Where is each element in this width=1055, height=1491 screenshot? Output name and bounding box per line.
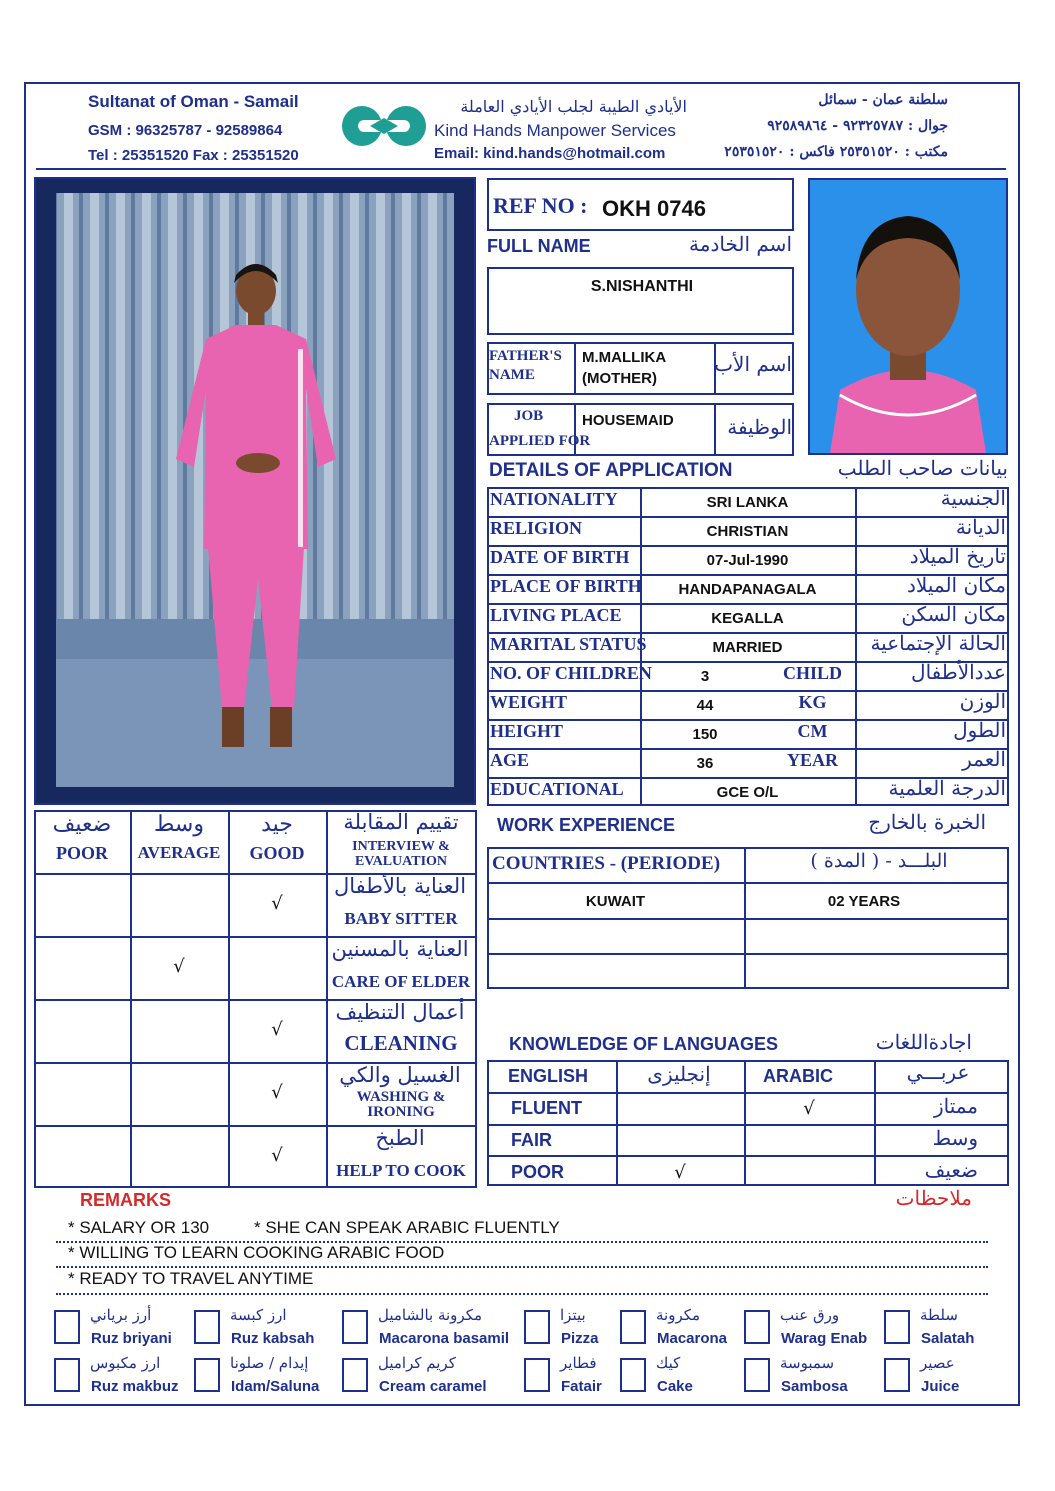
food-checkbox[interactable] [524, 1310, 550, 1344]
lang-tick-english: √ [674, 1162, 686, 1183]
lang-english-en: ENGLISH [508, 1066, 589, 1086]
job-label-1: JOB [514, 408, 544, 424]
lang-arabic-en: ARABIC [763, 1066, 833, 1086]
header-office-ar: مكتب : ٢٥٣٥١٥٢٠ فاكس : ٢٥٣٥١٥٢٠ [724, 144, 948, 160]
food-checkbox[interactable] [620, 1310, 646, 1344]
hands-logo-icon [340, 104, 428, 148]
full-name-label-ar: اسم الخادمة [689, 232, 792, 256]
food-name-en: Cake [657, 1378, 693, 1395]
father-value-2: (MOTHER) [582, 370, 657, 387]
eval-skill-ar: العناية بالمسنين [331, 937, 469, 961]
details-unit: KG [798, 692, 827, 712]
food-checkbox[interactable] [54, 1310, 80, 1344]
exp-period-1: 02 YEARS [827, 893, 901, 910]
details-value: MARRIED [712, 639, 783, 656]
lang-level-ar: ضعيف [924, 1158, 978, 1182]
food-name-en: Fatair [561, 1378, 602, 1395]
food-checkbox[interactable] [54, 1358, 80, 1392]
details-label-ar: الطول [953, 718, 1006, 742]
lang-col-2 [744, 1060, 746, 1186]
eval-skill-ar: العناية بالأطفال [333, 874, 467, 898]
exp-row-line-2 [487, 953, 1009, 955]
food-name-en: Macarona [657, 1330, 728, 1347]
food-name-ar: كيك [656, 1354, 681, 1372]
food-checkbox[interactable] [744, 1310, 770, 1344]
header-location-ar: سلطنة عمان - سمائل [818, 92, 948, 108]
eval-good-ar: جيد [261, 812, 293, 837]
food-name-en: Ruz makbuz [91, 1378, 179, 1395]
lang-level-en: POOR [511, 1162, 565, 1182]
eval-title-en-2: EVALUATION [354, 854, 448, 869]
details-label: MARITAL STATUS [490, 634, 647, 654]
father-value-1: M.MALLIKA [582, 349, 667, 366]
food-name-en: Warag Enab [781, 1330, 868, 1347]
header-mobile-ar: جوال : ٩٢٣٢٥٧٨٧ - ٩٢٥٨٩٨٦٤ [767, 118, 948, 134]
eval-title-ar: تقييم المقابلة [343, 810, 459, 834]
food-checkbox[interactable] [884, 1358, 910, 1392]
details-label-ar: الجنسية [940, 486, 1006, 510]
details-label-ar: تاريخ الميلاد [909, 544, 1006, 568]
portrait-photo [808, 178, 1008, 455]
ref-number: OKH 0746 [602, 196, 706, 221]
eval-tick-mark: √ [271, 1145, 283, 1166]
job-label-2: APPLIED FOR [489, 433, 591, 449]
header-location: Sultanat of Oman - Samail [88, 92, 299, 111]
food-name-en: Sambosa [781, 1378, 848, 1395]
eval-skill-en-2: IRONING [367, 1104, 435, 1120]
details-value: KEGALLA [711, 610, 784, 627]
eval-skill-en: HELP TO COOK [336, 1161, 466, 1180]
eval-skill-en: WASHING & [356, 1089, 446, 1105]
food-name-ar: كريم كراميل [378, 1354, 456, 1372]
remark-dots-3 [56, 1293, 988, 1295]
eval-average-ar: وسط [154, 812, 204, 837]
company-email: Email: kind.hands@hotmail.com [434, 145, 666, 162]
details-label: WEIGHT [490, 692, 568, 712]
remarks-title-ar: ملاحظات [895, 1186, 972, 1210]
header-tel: Tel : 25351520 Fax : 25351520 [88, 147, 299, 164]
food-name-ar: ارز مكبوس [90, 1354, 161, 1372]
details-title-ar: بيانات صاحب الطلب [837, 456, 1008, 480]
details-unit: CM [797, 721, 828, 741]
exp-row-line-1 [487, 918, 1009, 920]
food-name-ar: فطاير [560, 1354, 597, 1372]
job-value: HOUSEMAID [582, 412, 674, 429]
eval-tick-mark: √ [271, 1082, 283, 1103]
details-title: DETAILS OF APPLICATION [489, 460, 733, 481]
food-name-ar: سلطة [920, 1306, 958, 1324]
ref-label: REF NO : [493, 193, 588, 218]
header-divider [36, 168, 1006, 170]
eval-skill-en: BABY SITTER [344, 909, 458, 928]
food-name-ar: إيدام / صلونا [230, 1354, 309, 1372]
food-checkbox[interactable] [342, 1310, 368, 1344]
food-checkbox[interactable] [524, 1358, 550, 1392]
food-checkbox[interactable] [342, 1358, 368, 1392]
eval-tick-mark: √ [271, 893, 283, 914]
company-name-ar: الأيادي الطيبة لجلب الأيادي العاملة [460, 97, 687, 116]
food-name-en: Pizza [561, 1330, 599, 1347]
food-name-en: Salatah [921, 1330, 975, 1347]
job-divider-2 [714, 403, 716, 456]
full-name-value: S.NISHANTHI [590, 278, 694, 295]
full-name-label: FULL NAME [487, 236, 591, 256]
food-name-ar: مكرونة [656, 1306, 701, 1324]
details-label-ar: الدرجة العلمية [888, 776, 1006, 800]
details-value: 44 [696, 697, 714, 714]
eval-skill-ar: الطبخ [375, 1126, 425, 1150]
exp-col-en: COUNTRIES - (PERIODE) [492, 853, 721, 874]
details-value: 3 [700, 668, 710, 685]
remark-dots-2 [56, 1266, 988, 1268]
company-name-en: Kind Hands Manpower Services [434, 121, 676, 140]
remark-travel: * READY TO TRAVEL ANYTIME [68, 1269, 314, 1288]
details-unit: CHILD [782, 663, 842, 683]
experience-title-ar: الخبرة بالخارج [868, 810, 986, 834]
food-name-en: Juice [921, 1378, 960, 1395]
food-checkbox[interactable] [884, 1310, 910, 1344]
eval-skill-ar: أعمال التنظيف [335, 1000, 465, 1024]
details-col-2 [855, 487, 857, 806]
exp-head-line [487, 882, 1009, 884]
food-checkbox[interactable] [620, 1358, 646, 1392]
eval-title-en-1: INTERVIEW & [352, 839, 450, 854]
lang-level-ar: وسط [932, 1126, 978, 1150]
details-label: DATE OF BIRTH [490, 547, 630, 567]
food-name-ar: بيتزا [560, 1306, 586, 1324]
remark-cooking: * WILLING TO LEARN COOKING ARABIC FOOD [68, 1243, 445, 1262]
lang-english-ar: إنجليزى [647, 1062, 711, 1086]
details-value: SRI LANKA [706, 494, 789, 511]
details-label-ar: عددالأطفال [911, 660, 1006, 684]
details-value: GCE O/L [716, 784, 779, 801]
details-label: AGE [490, 750, 530, 770]
food-checkbox[interactable] [194, 1358, 220, 1392]
details-label: LIVING PLACE [490, 605, 622, 625]
food-name-en: Ruz briyani [91, 1330, 172, 1347]
food-name-ar: أرز برياني [90, 1306, 152, 1324]
details-label: NATIONALITY [490, 489, 618, 509]
eval-average-en: AVERAGE [137, 843, 221, 862]
exp-col-ar: البلـــد - ( المدة ) [810, 850, 948, 872]
languages-title: KNOWLEDGE OF LANGUAGES [509, 1034, 778, 1054]
remark-arabic: * SHE CAN SPEAK ARABIC FLUENTLY [254, 1218, 560, 1237]
details-label: NO. OF CHILDREN [490, 663, 652, 683]
food-checkbox[interactable] [194, 1310, 220, 1344]
food-checkbox[interactable] [744, 1358, 770, 1392]
father-label-ar: اسم الأب [714, 352, 792, 376]
details-label-ar: الديانة [955, 515, 1006, 539]
food-name-en: Ruz kabsah [231, 1330, 315, 1347]
father-label-1: FATHER'S [489, 348, 562, 364]
lang-col-3 [874, 1060, 876, 1186]
food-name-ar: سمبوسة [780, 1354, 835, 1372]
job-label-ar: الوظيفة [727, 415, 792, 439]
food-name-ar: ارز كبسة [230, 1306, 287, 1324]
details-label-ar: الوزن [959, 689, 1006, 713]
header-gsm: GSM : 96325787 - 92589864 [88, 122, 283, 139]
details-unit: YEAR [786, 750, 838, 770]
eval-tick-mark: √ [173, 956, 185, 977]
details-label-ar: العمر [962, 747, 1006, 771]
details-value: 36 [696, 755, 714, 772]
lang-level-en: FLUENT [511, 1098, 582, 1118]
lang-level-ar: ممتاز [933, 1094, 978, 1118]
details-value: 07-Jul-1990 [706, 552, 789, 569]
food-name-en: Idam/Saluna [231, 1378, 320, 1395]
eval-skill-ar: الغسيل والكي [339, 1063, 461, 1087]
details-value: HANDAPANAGALA [678, 581, 817, 598]
eval-tick-mark: √ [271, 1019, 283, 1040]
eval-poor-ar: ضعيف [52, 812, 112, 837]
lang-tick-arabic: √ [803, 1098, 815, 1119]
details-label: PLACE OF BIRTH [490, 576, 642, 596]
remark-salary: * SALARY OR 130 [68, 1218, 210, 1237]
lang-level-en: FAIR [511, 1130, 553, 1150]
father-label-2: NAME [489, 367, 535, 383]
eval-skill-en: CLEANING [344, 1031, 458, 1055]
food-name-ar: مكرونة بالشاميل [378, 1306, 483, 1324]
eval-skill-en: CARE OF ELDER [331, 972, 471, 991]
details-label-ar: مكان السكن [901, 602, 1006, 626]
lang-row-line-3 [487, 1155, 1009, 1157]
experience-title: WORK EXPERIENCE [497, 815, 676, 835]
details-value: 150 [692, 726, 718, 743]
lang-arabic-ar: عربـــي [906, 1060, 970, 1084]
languages-title-ar: اجادةاللغات [875, 1030, 972, 1054]
exp-country-1: KUWAIT [585, 893, 646, 910]
eval-good-en: GOOD [249, 843, 305, 863]
food-name-ar: عصير [920, 1354, 955, 1372]
details-label: EDUCATIONAL [490, 779, 624, 799]
details-label: RELIGION [490, 518, 583, 538]
food-name-ar: ورق عنب [780, 1306, 840, 1324]
full-body-photo [34, 177, 476, 805]
details-label-ar: الحالة الإجتماعية [870, 631, 1006, 655]
father-divider-1 [574, 342, 576, 395]
details-value: CHRISTIAN [706, 523, 789, 540]
remarks-title: REMARKS [80, 1190, 172, 1210]
details-label-ar: مكان الميلاد [907, 573, 1006, 597]
food-name-en: Cream caramel [379, 1378, 487, 1395]
details-label: HEIGHT [490, 721, 564, 741]
food-name-en: Macarona basamil [379, 1330, 510, 1347]
eval-poor-en: POOR [56, 843, 108, 863]
